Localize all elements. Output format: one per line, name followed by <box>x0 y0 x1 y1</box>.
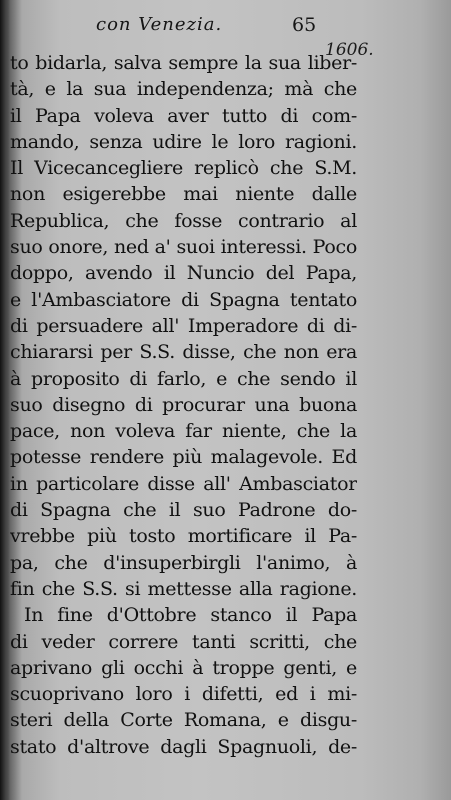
text-line: e l'Ambasciatore di Spagna tentato <box>10 288 357 311</box>
text-line: Republica, che fosse contrario al <box>10 209 357 232</box>
text-line: di persuadere all' Imperadore di di- <box>10 314 357 337</box>
text-line: pace, non voleva far niente, che la <box>10 420 357 443</box>
text-line: il Papa voleva aver tutto di com- <box>10 104 357 127</box>
text-line: fin che S.S. si mettesse alla ragione. <box>10 577 357 600</box>
text-line: suo disegno di procurar una buona <box>10 393 357 416</box>
running-title: con Venezia. <box>96 14 223 35</box>
text-line: in particolare disse all' Ambasciator <box>10 472 357 495</box>
text-line: mando, senza udire le loro ragioni. <box>10 130 357 153</box>
text-line: doppo, avendo il Nuncio del Papa, <box>10 262 357 285</box>
text-line: pa, che d'insuperbirgli l'animo, à <box>10 551 357 574</box>
text-line: to bidarla, salva sempre la sua liber- <box>10 52 357 74</box>
text-line: di veder correre tanti scritti, che <box>10 630 357 653</box>
text-line: aprivano gli occhi à troppe genti, e <box>10 656 357 679</box>
book-spine-shadow <box>0 0 10 800</box>
page-header <box>0 14 451 60</box>
text-line: potesse rendere più malagevole. Ed <box>10 446 357 469</box>
text-line: tà, e la sua independenza; mà che <box>10 78 357 101</box>
text-line: à proposito di farlo, e che sendo il <box>10 367 357 390</box>
text-line: stato d'altrove dagli Spagnuoli, de- <box>10 735 357 758</box>
margin-year-note: 1606. <box>325 40 374 60</box>
text-line: non esigerebbe mai niente dalle <box>10 183 357 206</box>
page-number: 65 <box>292 14 317 36</box>
text-line: scuoprivano loro i difetti, ed i mi- <box>10 683 357 706</box>
text-line: Il Vicecancegliere replicò che S.M. <box>10 157 357 180</box>
text-line: In fine d'Ottobre stanco il Papa <box>24 604 357 627</box>
text-line: steri della Corte Romana, e disgu- <box>10 709 357 732</box>
text-line: suo onore, ned a' suoi interessi. Poco <box>10 236 357 259</box>
text-line: vrebbe più tosto mortificare il Pa- <box>10 525 357 548</box>
body-text <box>10 50 357 760</box>
text-line: di Spagna che il suo Padrone do- <box>10 499 357 522</box>
text-line: chiararsi per S.S. disse, che non era <box>10 341 357 364</box>
